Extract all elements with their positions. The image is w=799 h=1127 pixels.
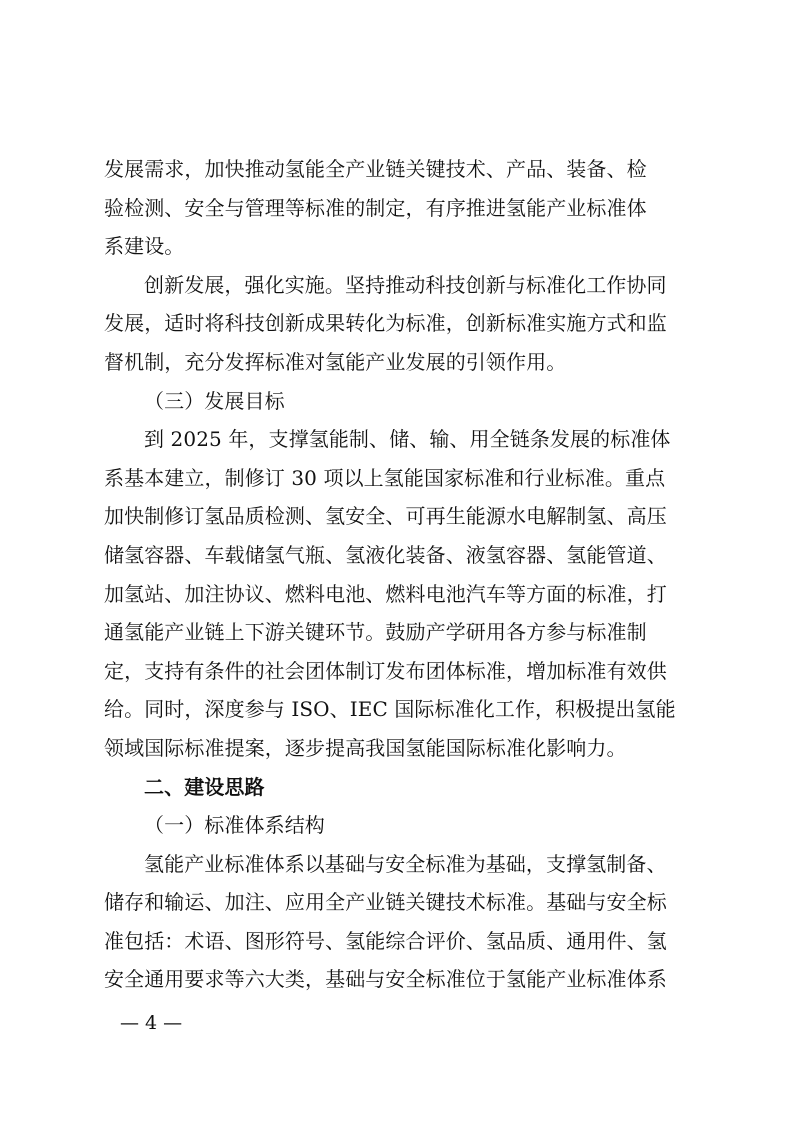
paragraph-line: 储氢容器、车载储氢气瓶、氢液化装备、液氢容器、氢能管道、 — [104, 542, 667, 567]
paragraph-line: 验检测、安全与管理等标准的制定，有序推进氢能产业标准体 — [104, 195, 647, 220]
paragraph-line: 准包括：术语、图形符号、氢能综合评价、氢品质、通用件、氢 — [104, 928, 667, 953]
paragraph-line: 加氢站、加注协议、燃料电池、燃料电池汽车等方面的标准，打 — [104, 581, 667, 606]
paragraph-line: 定，支持有条件的社会团体制订发布团体标准，增加标准有效供 — [104, 658, 667, 683]
paragraph-line: 加快制修订氢品质检测、氢安全、可再生能源水电解制氢、高压 — [104, 504, 667, 529]
section-heading: 二、建设思路 — [144, 774, 265, 799]
paragraph-line: 储存和输运、加注、应用全产业链关键技术标准。基础与安全标 — [104, 890, 667, 915]
paragraph-line: 通氢能产业链上下游关键环节。鼓励产学研用各方参与标准制 — [104, 620, 647, 645]
paragraph-line: 创新发展，强化实施。坚持推动科技创新与标准化工作协同 — [144, 272, 667, 297]
paragraph-line: 督机制，充分发挥标准对氢能产业发展的引领作用。 — [104, 349, 567, 374]
paragraph-line: 到 2025 年，支撑氢能制、储、输、用全链条发展的标准体 — [144, 427, 671, 452]
paragraph-line: 给。同时，深度参与 ISO、IEC 国际标准化工作，积极提出氢能 — [104, 697, 676, 722]
body-text — [104, 150, 704, 999]
paragraph-line: 发展需求，加快推动氢能全产业链关键技术、产品、装备、检 — [104, 157, 647, 181]
page-number: — 4 — — [120, 1012, 183, 1034]
paragraph-line: 发展，适时将科技创新成果转化为标准，创新标准实施方式和监 — [104, 311, 667, 336]
subsection-heading: （一）标准体系结构 — [144, 813, 325, 838]
paragraph-line: 领域国际标准提案，逐步提高我国氢能国际标准化影响力。 — [104, 735, 627, 760]
subsection-heading: （三）发展目标 — [144, 388, 285, 413]
paragraph-line: 安全通用要求等六大类，基础与安全标准位于氢能产业标准体系 — [104, 967, 667, 992]
paragraph-line: 氢能产业标准体系以基础与安全标准为基础，支撑氢制备、 — [144, 851, 667, 876]
paragraph-line: 系基本建立，制修订 30 项以上氢能国家标准和行业标准。重点 — [104, 465, 666, 490]
paragraph-line: 系建设。 — [104, 234, 185, 259]
